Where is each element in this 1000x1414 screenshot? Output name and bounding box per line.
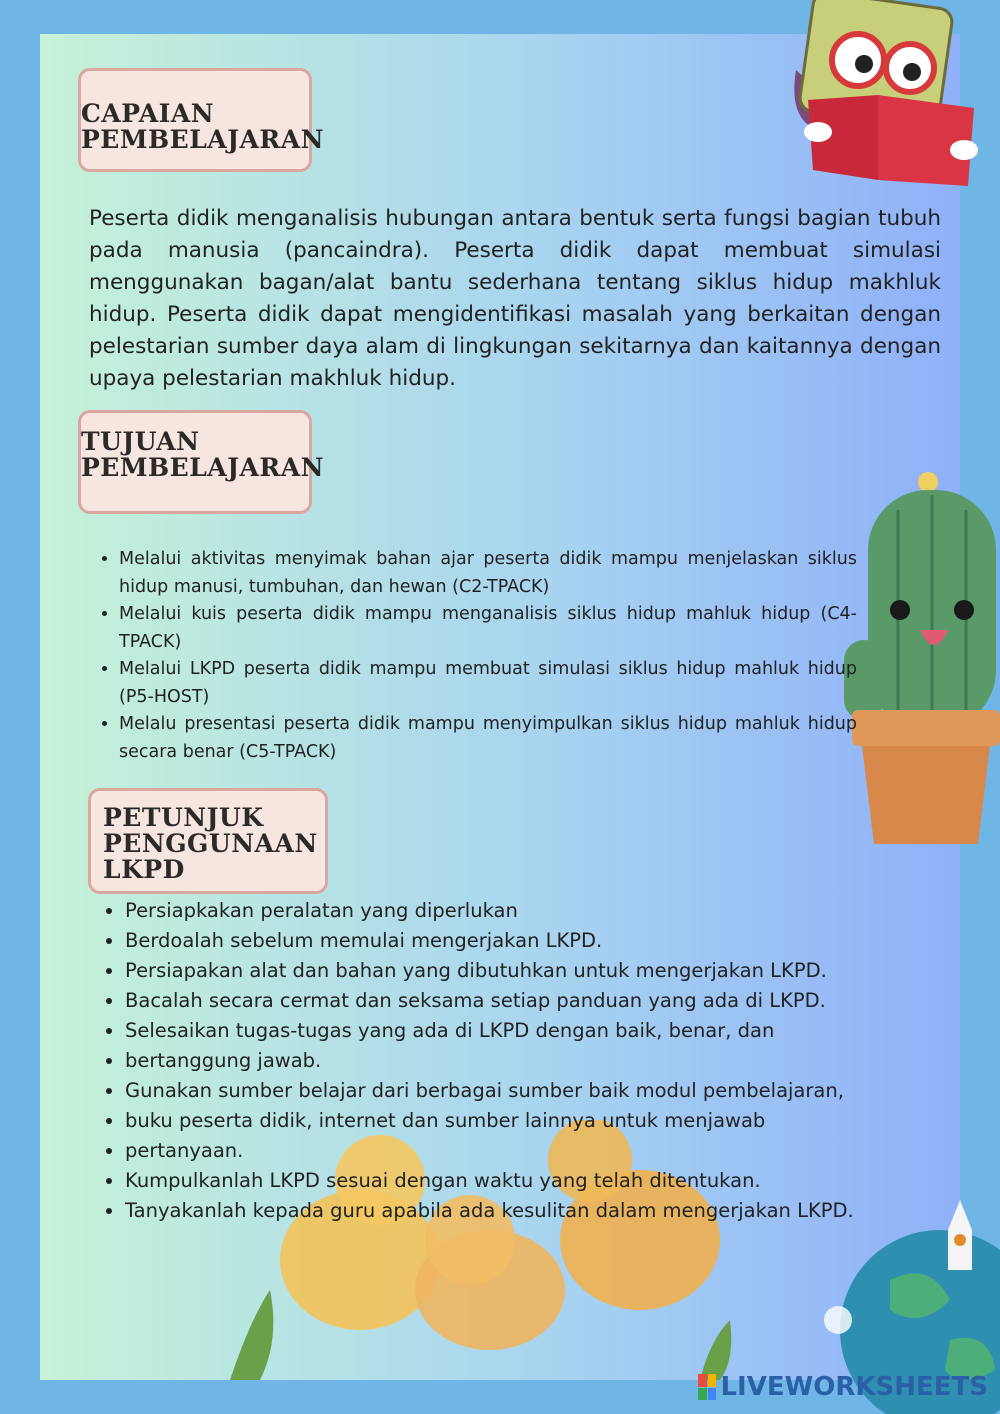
list-item: • bertanggung jawab.	[125, 1046, 945, 1076]
list-item: • Melalui aktivitas menyimak bahan ajar peserta didik mampu menjelaskan siklus hidup manusi, tumbuhan, dan hewan (C2-TPACK)	[119, 546, 857, 601]
heading-line: PENGGUNAAN	[103, 829, 318, 858]
list-item: • Melalui LKPD peserta didik mampu membuat simulasi siklus hidup mahluk hidup (P5-HOST)	[119, 656, 857, 711]
petunjuk-penggunaan-heading	[88, 788, 328, 894]
capaian-paragraph: Peserta didik menganalisis hubungan antara bentuk serta fungsi bagian tubuh pada manusia (pancaindra). Peserta didik dapat membuat simulasi menggunakan bagan/alat bantu sederhana tentang siklus hidup makhluk hidup. Peserta didik dapat mengidentifikasi masalah yang berkaitan dengan pelestarian sumber daya alam di lingkungan sekitarnya dan kaitannya dengan upaya pelestarian makhluk hidup.	[89, 205, 941, 391]
list-item: • pertanyaan.	[125, 1136, 945, 1166]
tujuan-pembelajaran-heading	[78, 410, 324, 514]
list-item: • Kumpulkanlah LKPD sesuai dengan waktu yang telah ditentukan.	[125, 1166, 945, 1196]
list-item: • Gunakan sumber belajar dari berbagai sumber baik modul pembelajaran,	[125, 1076, 945, 1106]
heading-line: TUJUAN	[81, 427, 200, 456]
list-item: • Melalu presentasi peserta didik mampu menyimpulkan siklus hidup mahluk hidup secara benar (C5-TPACK)	[119, 711, 857, 766]
list-item: • Bacalah secara cermat dan seksama setiap panduan yang ada di LKPD.	[125, 986, 945, 1016]
heading-line: PEMBELAJARAN	[81, 453, 324, 482]
heading-line: LKPD	[103, 855, 185, 884]
list-item: • buku peserta didik, internet dan sumber lainnya untuk menjawab	[125, 1106, 945, 1136]
list-item: • Melalui kuis peserta didik mampu menganalisis siklus hidup mahluk hidup (C4-TPACK)	[119, 601, 857, 656]
list-item: • Persiapakan alat dan bahan yang dibutuhkan untuk mengerjakan LKPD.	[125, 956, 945, 986]
watermark-text: LIVEWORKSHEETS	[720, 1372, 988, 1402]
liveworksheets-watermark[interactable]	[698, 1372, 988, 1402]
book-character-illustration	[778, 0, 978, 190]
list-item: • Tanyakanlah kepada guru apabila ada kesulitan dalam mengerjakan LKPD.	[125, 1196, 945, 1226]
list-item: • Berdoalah sebelum memulai mengerjakan LKPD.	[125, 926, 945, 956]
list-item: • Persiapkakan peralatan yang diperlukan	[125, 896, 945, 926]
heading-line: CAPAIAN	[81, 99, 215, 128]
liveworksheets-logo-icon	[698, 1374, 716, 1400]
list-item: • Selesaikan tugas-tugas yang ada di LKPD dengan baik, benar, dan	[125, 1016, 945, 1046]
heading-line: PEMBELAJARAN	[81, 125, 324, 154]
petunjuk-list	[100, 896, 945, 1226]
heading-line: PETUNJUK	[103, 803, 264, 832]
cactus-illustration	[838, 470, 1000, 850]
capaian-pembelajaran-heading	[78, 68, 324, 172]
tujuan-list	[92, 546, 857, 766]
